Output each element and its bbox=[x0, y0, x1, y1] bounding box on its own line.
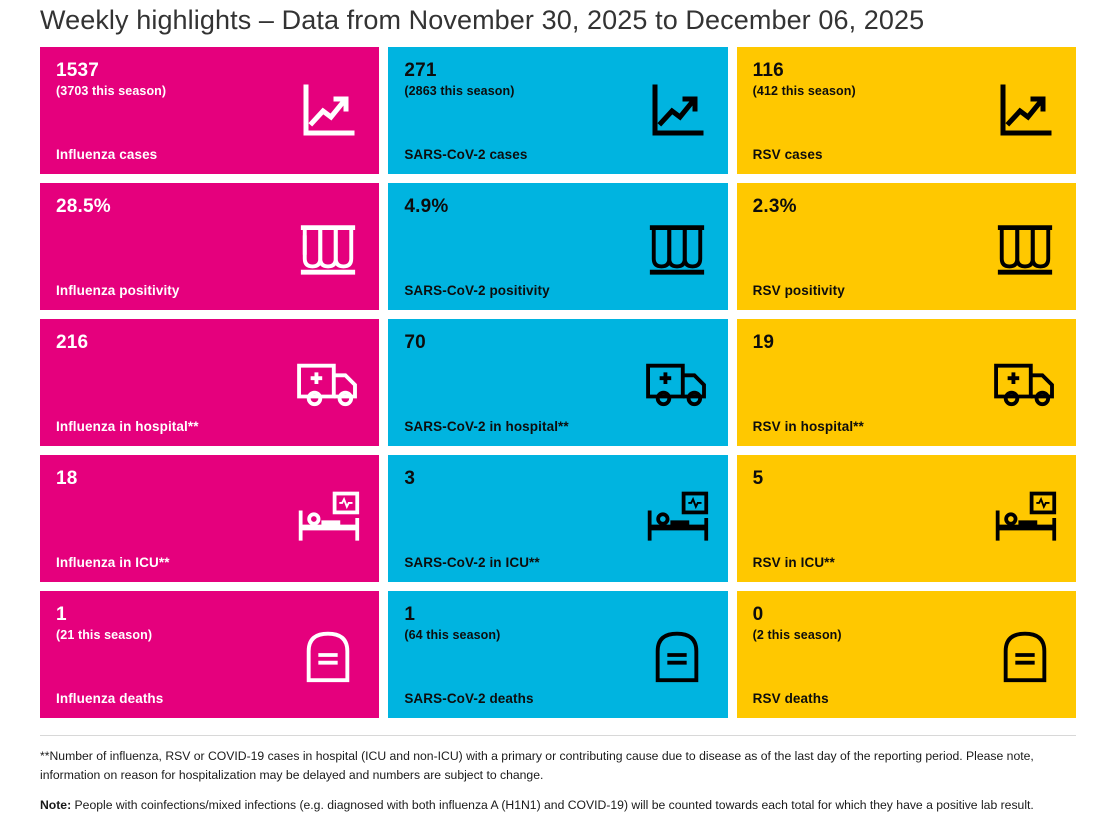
metric-value: 1 bbox=[56, 604, 67, 626]
metric-label: Influenza deaths bbox=[56, 691, 164, 707]
metric-card-sars-cov-2-in-hospital bbox=[388, 319, 727, 446]
metric-values bbox=[753, 333, 1060, 354]
metric-values bbox=[753, 197, 1060, 218]
metric-card-influenza-deaths bbox=[40, 591, 379, 718]
metric-card-sars-cov-2-positivity bbox=[388, 183, 727, 310]
ambulance-icon bbox=[992, 350, 1058, 416]
metric-card-sars-cov-2-cases bbox=[388, 47, 727, 174]
footnote-note-text: People with coinfections/mixed infections (e.g. diagnosed with both influenza A (H1N1) and COVID-19) will be counted towards each total for which they have a positive lab result. bbox=[71, 797, 1034, 812]
metric-card-influenza-in-hospital bbox=[40, 319, 379, 446]
metric-card-rsv-deaths bbox=[737, 591, 1076, 718]
metric-value: 271 bbox=[404, 60, 437, 82]
metric-label: SARS-CoV-2 positivity bbox=[404, 283, 550, 299]
metric-value: 1 bbox=[404, 604, 416, 626]
ambulance-icon bbox=[295, 350, 361, 416]
footnote-hospital-definition: **Number of influenza, RSV or COVID-19 cases in hospital (ICU and non-ICU) with a primary or contributing cause due to disease as of the last day of the reporting period. Please note, information on reason for hospitalization may be delayed and numbers are subject to change. bbox=[40, 749, 1034, 782]
metric-value: 19 bbox=[752, 332, 775, 354]
metric-values bbox=[404, 333, 711, 354]
metric-values bbox=[404, 469, 711, 490]
metric-value: 2.3% bbox=[752, 196, 797, 218]
metric-subvalue: (21 this season) bbox=[56, 628, 153, 643]
metric-value: 18 bbox=[56, 468, 78, 490]
ambulance-icon bbox=[644, 350, 710, 416]
test-tubes-icon bbox=[295, 214, 361, 280]
hospital-bed-icon bbox=[992, 486, 1058, 552]
hospital-bed-icon bbox=[644, 486, 710, 552]
footnotes-section bbox=[40, 735, 1076, 826]
metric-value: 1537 bbox=[56, 60, 100, 82]
metric-value: 4.9% bbox=[404, 196, 449, 218]
metric-subvalue: (3703 this season) bbox=[56, 84, 167, 99]
metric-values bbox=[753, 469, 1060, 490]
page-title: Weekly highlights – Data from November 30, 2025 to December 06, 2025 bbox=[40, 5, 925, 35]
metric-card-sars-cov-2-in-icu bbox=[388, 455, 727, 582]
metric-label: Influenza cases bbox=[56, 147, 158, 163]
metric-subvalue: (412 this season) bbox=[752, 84, 856, 99]
metric-card-influenza-positivity bbox=[40, 183, 379, 310]
metric-values bbox=[753, 61, 1060, 101]
footnote-coinfections bbox=[40, 796, 1076, 815]
metric-label: SARS-CoV-2 cases bbox=[404, 147, 528, 163]
metric-values bbox=[753, 605, 1060, 645]
metric-values bbox=[56, 333, 363, 354]
metric-subvalue: (64 this season) bbox=[404, 628, 501, 643]
metric-values bbox=[56, 605, 363, 645]
metric-label: SARS-CoV-2 in hospital** bbox=[404, 419, 569, 435]
metric-values bbox=[404, 197, 711, 218]
metric-card-sars-cov-2-deaths bbox=[388, 591, 727, 718]
metric-card-influenza-in-icu bbox=[40, 455, 379, 582]
metric-label: RSV cases bbox=[752, 147, 823, 163]
metric-value: 216 bbox=[56, 332, 89, 354]
metric-label: RSV deaths bbox=[752, 691, 829, 707]
hospital-bed-icon bbox=[295, 486, 361, 552]
metric-value: 70 bbox=[404, 332, 426, 354]
metric-label: SARS-CoV-2 in ICU** bbox=[404, 555, 540, 571]
metric-values bbox=[56, 469, 363, 490]
metric-label: Influenza in ICU** bbox=[56, 555, 170, 571]
metric-values bbox=[404, 61, 711, 101]
metric-subvalue: (2863 this season) bbox=[404, 84, 515, 99]
metric-label: SARS-CoV-2 deaths bbox=[404, 691, 534, 707]
metric-card-rsv-in-hospital bbox=[737, 319, 1076, 446]
metric-value: 116 bbox=[752, 60, 784, 82]
metric-label: Influenza in hospital** bbox=[56, 419, 199, 435]
metric-label: Influenza positivity bbox=[56, 283, 180, 299]
metric-label: RSV in hospital** bbox=[752, 419, 864, 435]
metric-value: 28.5% bbox=[56, 196, 111, 218]
test-tubes-icon bbox=[644, 214, 710, 280]
metric-subvalue: (2 this season) bbox=[752, 628, 842, 643]
metric-value: 3 bbox=[404, 468, 416, 490]
metric-label: RSV positivity bbox=[752, 283, 845, 299]
metric-values bbox=[56, 197, 363, 218]
metric-label: RSV in ICU** bbox=[752, 555, 835, 571]
metric-value: 5 bbox=[752, 468, 764, 490]
metric-values bbox=[56, 61, 363, 101]
metrics-grid bbox=[40, 47, 1076, 718]
metric-card-influenza-cases bbox=[40, 47, 379, 174]
metric-card-rsv-in-icu bbox=[737, 455, 1076, 582]
metric-value: 0 bbox=[752, 604, 764, 626]
footnote-note-label: Note: bbox=[40, 797, 72, 812]
metric-card-rsv-cases bbox=[737, 47, 1076, 174]
test-tubes-icon bbox=[992, 214, 1058, 280]
metric-card-rsv-positivity bbox=[737, 183, 1076, 310]
metric-values bbox=[404, 605, 711, 645]
